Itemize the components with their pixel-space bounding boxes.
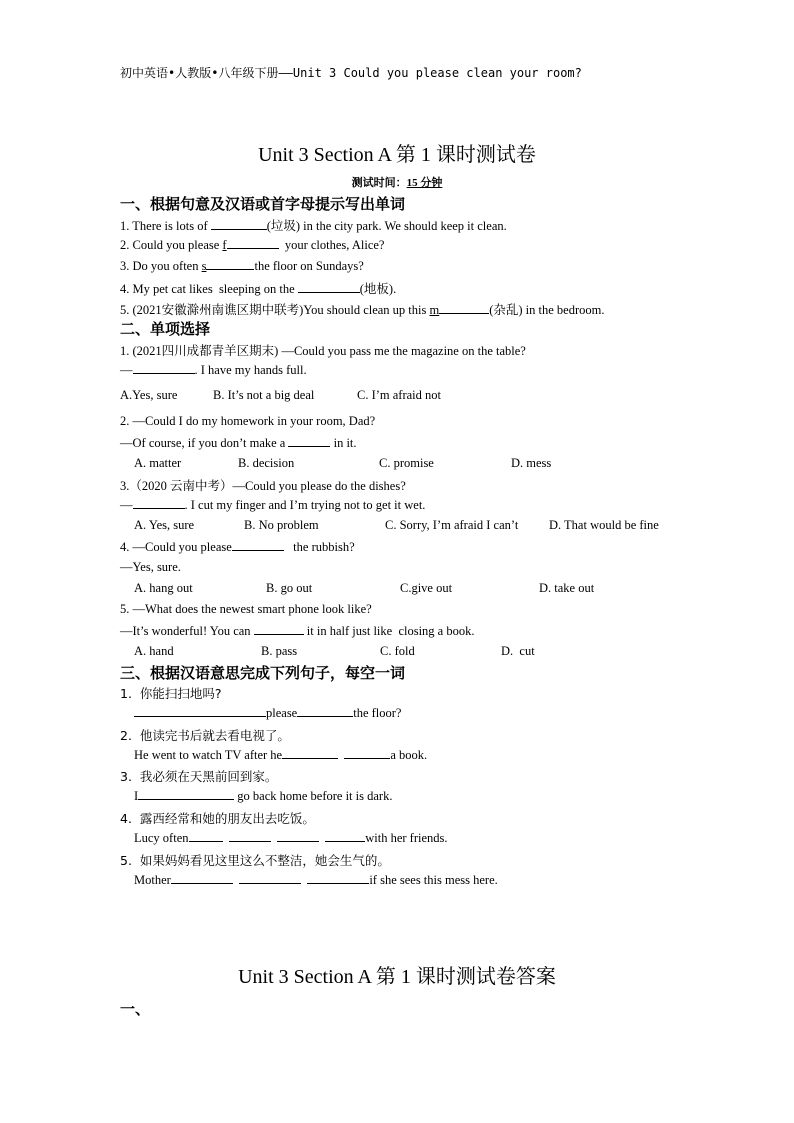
s2-question-2: 2. —Could I do my homework in your room, Dad? <box>120 414 376 428</box>
s2-question-2-reply: —Of course, if you don’t make a in it. <box>120 436 357 450</box>
s2-q3-option-d: D. That would be fine <box>549 518 659 532</box>
s2-q1-option-a: A.Yes, sure <box>120 388 178 402</box>
s2-q2-option-d: D. mess <box>511 456 552 470</box>
s3-question-5: 5. 如果妈妈看见这里这么不整洁，她会生气的。 <box>120 853 390 868</box>
s3-question-3-answer: I go back home before it is dark. <box>134 789 393 803</box>
s2-q4-option-b: B. go out <box>266 581 313 595</box>
test-time-label: 测试时间： <box>351 177 407 189</box>
section-2-heading: 二、单项选择 <box>120 320 211 338</box>
s1-question-1: 1. There is lots of (垃圾) in the city park. We should keep it clean. <box>120 219 507 233</box>
s2-question-3: 3.（2020 云南中考）—Could you please do the dishes? <box>120 479 406 493</box>
s1-question-2: 2. Could you please f your clothes, Alice? <box>120 238 385 252</box>
s2-question-4-reply: —Yes, sure. <box>120 560 181 574</box>
s3-question-1: 1. 你能扫扫地吗? <box>120 686 222 701</box>
s1-question-5: 5. (2021安徽滁州南谯区期中联考)You should clean up this m (杂乱) in the bedroom. <box>120 303 605 317</box>
s3-question-4-answer: Lucy often with her friends. <box>134 831 448 845</box>
answer-key-title: Unit 3 Section A 第 1 课时测试卷答案 <box>238 966 556 988</box>
s2-question-1: 1. (2021四川成都青羊区期末) —Could you pass me the magazine on the table? <box>120 344 526 358</box>
s2-q5-option-c: C. fold <box>380 644 415 658</box>
s2-q2-option-c: C. promise <box>379 456 434 470</box>
s3-question-3: 3. 我必须在天黑前回到家。 <box>120 769 278 784</box>
s2-q4-option-a: A. hang out <box>134 581 193 595</box>
s3-question-2-answer: He went to watch TV after he a book. <box>134 748 428 762</box>
s1-question-3: 3. Do you often s the floor on Sundays? <box>120 259 364 273</box>
s2-question-5: 5. —What does the newest smart phone look like? <box>120 602 372 616</box>
s2-q1-option-b: B. It’s not a big deal <box>213 388 315 402</box>
section-1-heading: 一、根据句意及汉语或首字母提示写出单词 <box>120 195 406 213</box>
s2-q4-option-c: C.give out <box>400 581 453 595</box>
s2-q4-option-d: D. take out <box>539 581 595 595</box>
s2-q3-option-b: B. No problem <box>244 518 319 532</box>
s3-question-5-answer: Mother if she sees this mess here. <box>134 873 498 887</box>
s3-question-2: 2. 他读完书后就去看电视了。 <box>120 728 290 743</box>
s2-q5-option-d: D. cut <box>501 644 535 658</box>
page-header: 初中英语•人教版•八年级下册——Unit 3 Could you please clean your room? <box>120 66 582 80</box>
s2-question-1-reply: — . I have my hands full. <box>120 363 307 377</box>
test-time-value: 15 分钟 <box>406 177 443 189</box>
s2-q5-option-b: B. pass <box>261 644 298 658</box>
s2-question-5-reply: —It’s wonderful! You can it in half just like closing a book. <box>120 624 475 638</box>
s2-q2-option-b: B. decision <box>238 456 295 470</box>
s2-q5-option-a: A. hand <box>134 644 174 658</box>
s3-question-4: 4. 露西经常和她的朋友出去吃饭。 <box>120 811 315 826</box>
s2-q3-option-c: C. Sorry, I’m afraid I can’t <box>385 518 519 532</box>
s2-q3-option-a: A. Yes, sure <box>134 518 195 532</box>
s2-question-3-reply: — . I cut my finger and I’m trying not to get it wet. <box>120 498 426 512</box>
s2-q1-option-c: C. I’m afraid not <box>357 388 442 402</box>
s3-question-1-answer: please the floor? <box>134 705 401 721</box>
test-time <box>0 174 794 190</box>
section-3-heading: 三、根据汉语意思完成下列句子，每空一词 <box>120 664 406 682</box>
answer-key-section-1: 一、 <box>120 1000 151 1018</box>
s1-question-4: 4. My pet cat likes sleeping on the (地板). <box>120 282 397 296</box>
page-title: Unit 3 Section A 第 1 课时测试卷 <box>258 144 536 166</box>
s2-question-4: 4. —Could you please the rubbish? <box>120 540 355 554</box>
s2-q2-option-a: A. matter <box>134 456 182 470</box>
